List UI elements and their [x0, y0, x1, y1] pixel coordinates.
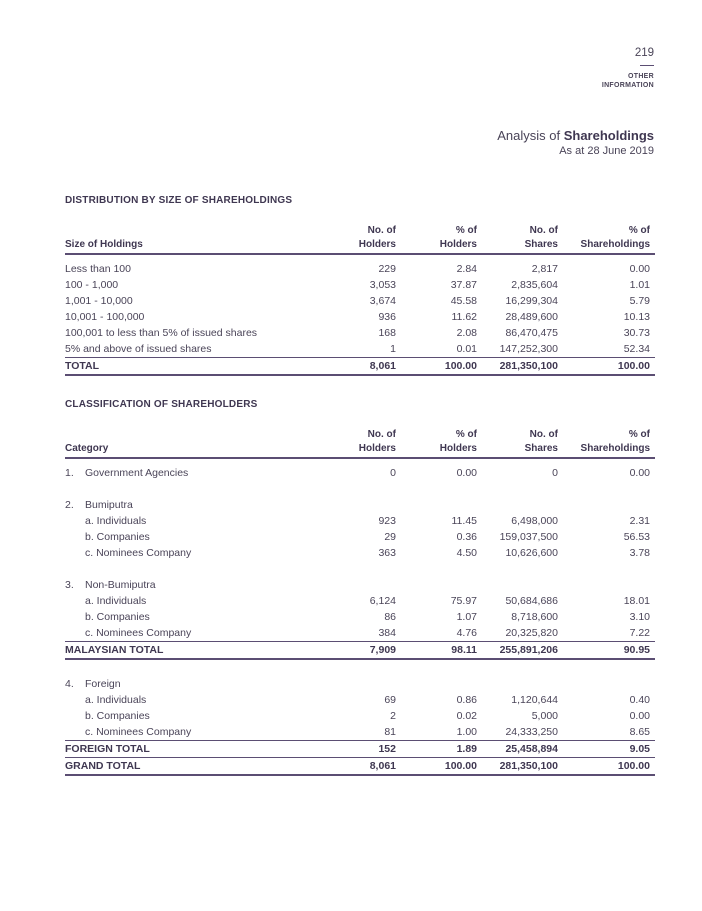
cell-pct-holders: 11.62 — [451, 311, 477, 323]
cell-shares: 8,718,600 — [511, 611, 558, 623]
row-label: 100,001 to less than 5% of issued shares — [65, 327, 258, 339]
group-row — [65, 577, 655, 593]
cell-shares: 5,000 — [531, 710, 558, 722]
table-row — [65, 692, 655, 708]
table-row — [65, 465, 655, 481]
row-label: 5% and above of issued shares — [65, 343, 212, 355]
col-header: Shareholdings — [563, 441, 655, 458]
row-label-text: Bumiputra — [85, 499, 133, 511]
table-header-row-bottom — [65, 237, 655, 254]
cell-pct-shares: 0.00 — [629, 467, 650, 479]
page-number-rule — [640, 65, 654, 66]
cell-pct-shares: 0.00 — [629, 263, 650, 275]
cell-shares: 16,299,304 — [505, 295, 558, 307]
row-label: Less than 100 — [65, 263, 131, 275]
row-label: FOREIGN TOTAL — [65, 741, 345, 758]
col-header: Shareholdings — [563, 237, 655, 254]
malaysian-total-row — [65, 642, 655, 660]
table-row — [65, 545, 655, 561]
cell-pct-shares: 56.53 — [623, 531, 650, 543]
table-row — [65, 261, 655, 277]
row-label — [65, 577, 655, 593]
cell-shares: 159,037,500 — [499, 531, 558, 543]
row-label: 10,001 - 100,000 — [65, 311, 145, 323]
row-index: 2. — [65, 499, 74, 511]
cell-pct-holders: 1.89 — [401, 741, 482, 758]
row-label: c. Nominees Company — [85, 547, 192, 559]
cell-pct-holders: 2.08 — [456, 327, 477, 339]
classification-table — [65, 428, 655, 776]
table-row — [65, 277, 655, 293]
table-row — [65, 708, 655, 724]
row-label: a. Individuals — [85, 694, 147, 706]
cell-pct-shares: 18.01 — [623, 595, 650, 607]
cell-shares: 10,626,600 — [505, 547, 558, 559]
title-block — [497, 128, 654, 157]
cell-pct-shares: 3.78 — [629, 547, 650, 559]
cell-shares: 255,891,206 — [482, 642, 563, 660]
cell-pct-shares: 0.00 — [629, 710, 650, 722]
table-row — [65, 293, 655, 309]
table-row — [65, 724, 655, 741]
cell-holders: 2 — [390, 710, 396, 722]
cell-holders: 7,909 — [345, 642, 401, 660]
col-header: % of — [455, 429, 477, 440]
cell-pct-holders: 0.36 — [456, 531, 477, 543]
cell-pct-holders: 4.50 — [456, 547, 477, 559]
cell-pct-shares: 90.95 — [563, 642, 655, 660]
cell-pct-holders: 0.01 — [456, 343, 477, 355]
cell-pct-shares: 0.40 — [629, 694, 650, 706]
row-index: 4. — [65, 678, 74, 690]
table-header-row-top — [65, 224, 655, 237]
table-row — [65, 309, 655, 325]
cell-holders: 363 — [378, 547, 396, 559]
page-title-bold: Shareholdings — [563, 128, 654, 143]
row-label — [65, 465, 345, 481]
row-label — [65, 676, 655, 692]
cell-shares: 0 — [552, 467, 558, 479]
col-header: No. of — [367, 429, 396, 440]
table-row — [65, 625, 655, 642]
cell-pct-shares: 10.13 — [623, 311, 650, 323]
row-label: GRAND TOTAL — [65, 758, 345, 776]
cell-holders: 0 — [390, 467, 396, 479]
cell-pct-holders: 1.07 — [456, 611, 477, 623]
cell-holders: 3,053 — [369, 279, 396, 291]
cell-pct-holders: 4.76 — [456, 627, 477, 639]
cell-holders: 229 — [378, 263, 396, 275]
table-row — [65, 513, 655, 529]
cell-pct-shares: 7.22 — [629, 627, 650, 639]
cell-shares: 20,325,820 — [505, 627, 558, 639]
row-label: b. Companies — [85, 710, 150, 722]
row-label: MALAYSIAN TOTAL — [65, 642, 345, 660]
page-title — [497, 128, 654, 143]
row-label: a. Individuals — [85, 595, 147, 607]
cell-shares: 25,458,894 — [482, 741, 563, 758]
col-header: No. of — [529, 429, 558, 440]
col-header: Size of Holdings — [65, 237, 345, 254]
cell-holders: 923 — [378, 515, 396, 527]
cell-pct-holders: 0.86 — [456, 694, 477, 706]
cell-pct-holders: 0.00 — [456, 467, 477, 479]
cell-pct-holders: 11.45 — [451, 515, 477, 527]
distribution-heading: DISTRIBUTION BY SIZE OF SHAREHOLDINGS — [65, 195, 293, 206]
cell-pct-shares: 9.05 — [563, 741, 655, 758]
col-header: No. of — [367, 225, 396, 236]
col-header: % of — [628, 225, 650, 236]
cell-shares: 281,350,100 — [482, 358, 563, 376]
cell-pct-holders: 100.00 — [401, 758, 482, 776]
cell-shares: 147,252,300 — [499, 343, 558, 355]
row-label: c. Nominees Company — [85, 726, 192, 738]
cell-holders: 384 — [378, 627, 396, 639]
cell-pct-shares: 100.00 — [563, 758, 655, 776]
row-label-text: Government Agencies — [85, 467, 189, 479]
page-number: 219 — [634, 47, 654, 59]
row-label: b. Companies — [85, 611, 150, 623]
distribution-table — [65, 224, 655, 376]
cell-pct-holders: 37.87 — [450, 279, 477, 291]
cell-holders: 168 — [378, 327, 396, 339]
row-label: 100 - 1,000 — [65, 279, 119, 291]
page-subtitle: As at 28 June 2019 — [559, 145, 654, 157]
table-row — [65, 529, 655, 545]
cell-pct-shares: 30.73 — [623, 327, 650, 339]
table-row — [65, 325, 655, 341]
cell-holders: 69 — [384, 694, 396, 706]
col-header: Shares — [482, 441, 563, 458]
section-tag-line2: INFORMATION — [601, 82, 654, 89]
table-row — [65, 341, 655, 358]
col-header: % of — [628, 429, 650, 440]
table-header-row-bottom — [65, 441, 655, 458]
col-header: Holders — [345, 237, 401, 254]
cell-holders: 1 — [390, 343, 396, 355]
cell-holders: 29 — [384, 531, 396, 543]
cell-pct-shares: 8.65 — [629, 726, 650, 738]
cell-pct-holders: 100.00 — [401, 358, 482, 376]
row-label-text: Foreign — [85, 678, 121, 690]
table-row — [65, 609, 655, 625]
group-row — [65, 497, 655, 513]
cell-shares: 2,817 — [531, 263, 558, 275]
cell-holders: 8,061 — [345, 758, 401, 776]
cell-pct-shares: 2.31 — [629, 515, 650, 527]
cell-holders: 86 — [384, 611, 396, 623]
section-tag — [602, 72, 654, 90]
row-index: 3. — [65, 579, 74, 591]
col-header: Holders — [345, 441, 401, 458]
foreign-total-row — [65, 741, 655, 758]
cell-pct-holders: 0.02 — [456, 710, 477, 722]
cell-pct-holders: 2.84 — [456, 263, 477, 275]
cell-shares: 6,498,000 — [511, 515, 558, 527]
cell-shares: 1,120,644 — [511, 694, 558, 706]
cell-pct-shares: 1.01 — [629, 279, 650, 291]
table-header-row-top — [65, 428, 655, 441]
cell-holders: 8,061 — [345, 358, 401, 376]
cell-shares: 50,684,686 — [505, 595, 558, 607]
cell-pct-holders: 1.00 — [456, 726, 477, 738]
row-index: 1. — [65, 467, 74, 479]
cell-pct-shares: 100.00 — [563, 358, 655, 376]
section-tag-line1: OTHER — [628, 73, 654, 80]
row-label-text: Non-Bumiputra — [85, 579, 156, 591]
cell-shares: 28,489,600 — [505, 311, 558, 323]
col-header: Category — [65, 441, 345, 458]
col-header: Holders — [401, 441, 482, 458]
cell-shares: 281,350,100 — [482, 758, 563, 776]
col-header: Shares — [482, 237, 563, 254]
table-row — [65, 593, 655, 609]
cell-shares: 86,470,475 — [505, 327, 558, 339]
cell-pct-shares: 3.10 — [629, 611, 650, 623]
cell-holders: 936 — [378, 311, 396, 323]
row-label: 1,001 - 10,000 — [65, 295, 133, 307]
cell-holders: 6,124 — [369, 595, 396, 607]
row-label — [65, 497, 655, 513]
cell-pct-holders: 98.11 — [401, 642, 482, 660]
cell-pct-shares: 5.79 — [629, 295, 650, 307]
cell-pct-holders: 75.97 — [450, 595, 477, 607]
row-label: b. Companies — [85, 531, 150, 543]
cell-holders: 152 — [345, 741, 401, 758]
total-row — [65, 358, 655, 376]
col-header: No. of — [529, 225, 558, 236]
cell-holders: 81 — [384, 726, 396, 738]
row-label: TOTAL — [65, 358, 345, 376]
group-row — [65, 676, 655, 692]
page-title-prefix: Analysis of — [497, 128, 564, 143]
cell-shares: 2,835,604 — [511, 279, 558, 291]
cell-pct-shares: 52.34 — [623, 343, 650, 355]
cell-holders: 3,674 — [369, 295, 396, 307]
row-label: a. Individuals — [85, 515, 147, 527]
row-label: c. Nominees Company — [85, 627, 192, 639]
cell-pct-holders: 45.58 — [450, 295, 477, 307]
col-header: % of — [455, 225, 477, 236]
classification-heading: CLASSIFICATION OF SHAREHOLDERS — [65, 399, 258, 410]
grand-total-row — [65, 758, 655, 776]
col-header: Holders — [401, 237, 482, 254]
cell-shares: 24,333,250 — [505, 726, 558, 738]
